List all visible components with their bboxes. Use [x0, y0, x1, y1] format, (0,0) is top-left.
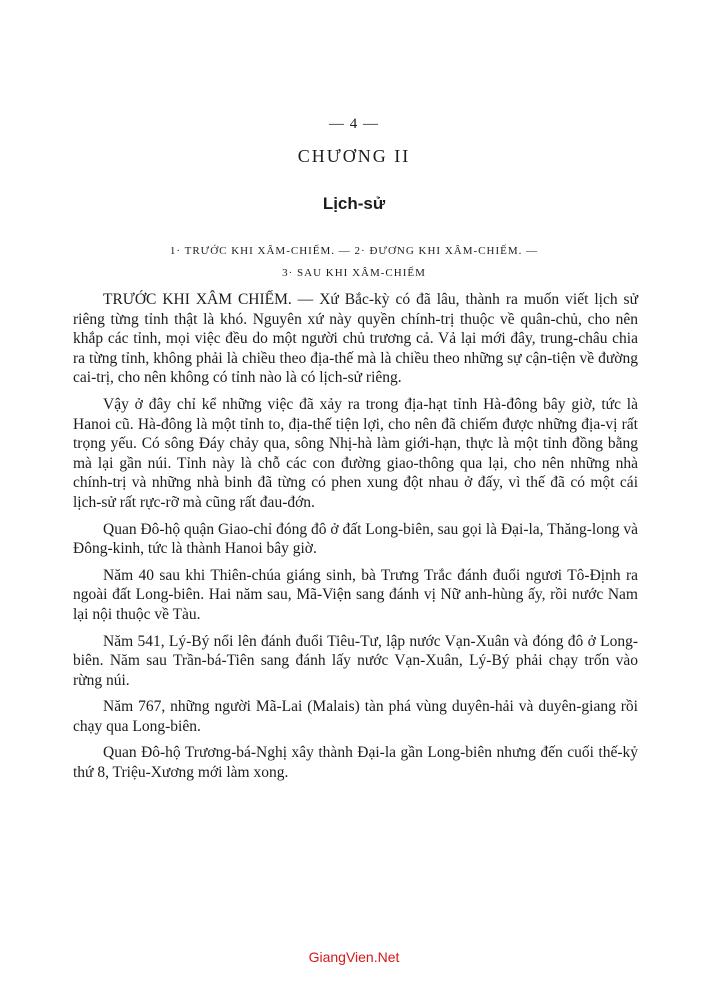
paragraph-3: Quan Đô-hộ quận Giao-chỉ đóng đô ở đất Long-biên, sau gọi là Đại-la, Thăng-long và Đông-kinh, tức là thành Hanoi bây giờ. [73, 520, 638, 558]
paragraph-5: Năm 541, Lý-Bý nổi lên đánh đuổi Tiêu-Tư, lập nước Vạn-Xuân và đóng đô ở Long-biên. Năm sau Trần-bá-Tiên sang đánh lấy nước Vạn-Xuân, Lý-Bý phải chạy trốn vào rừng núi. [73, 632, 638, 689]
paragraph-7: Quan Đô-hộ Trương-bá-Nghị xây thành Đại-la gần Long-biên nhưng đến cuối thế-kỷ thứ 8, Triệu-Xương mới làm xong. [73, 744, 638, 782]
paragraph-4: Năm 40 sau khi Thiên-chúa giáng sinh, bà Trưng Trắc đánh đuổi ngươi Tô-Định ra ngoài đất Long-biên. Hai năm sau, Mã-Viện sang đánh vị Nữ anh-hùng ấy, rồi nước Nam lại nội thuộc về Tàu. [73, 566, 638, 623]
paragraph-6: Năm 767, những người Mã-Lai (Malais) tàn phá vùng duyên-hải và duyên-giang rồi chạy qua Long-biên. [73, 698, 638, 735]
page-number: — 4 — [329, 116, 379, 132]
paragraph-lead: TRƯỚC KHI XÂM CHIẾM. [103, 291, 292, 308]
body-text [73, 290, 638, 790]
paragraph-1 [73, 290, 638, 388]
section-title: Lịch-sử [322, 194, 386, 213]
subtitle-line-2: 3· SAU KHI XÂM-CHIẾM [282, 267, 426, 279]
footer-watermark: GiangVien.Net [308, 949, 400, 965]
chapter-title: CHƯƠNG II [297, 146, 411, 166]
paragraph-2: Vậy ở đây chỉ kể những việc đã xảy ra trong địa-hạt tỉnh Hà-đông bây giờ, tức là Hanoi cũ. Hà-đông là một tỉnh to, địa-thế tiện lợi, cho nên đã chiếm được những địa-vị rất trọng yếu. Có sông Đáy chảy qua, sông Nhị-hà làm giới-hạn, thực là một tỉnh đồng bằng mà lại gần núi. Tỉnh này là chỗ các con đường giao-thông qua lại, cho nên những nhà chính-trị và những nhà binh đã từng có phen xung đột nhau ở đấy, vì thế đã có một cái lịch-sử rất rực-rỡ mà cũng rất đau-đớn. [73, 395, 638, 511]
paragraph-text: — Xứ Bắc-kỳ có đã lâu, thành ra muốn viết lịch sử riêng từng tỉnh thật là khó. Nguyên xứ này quyền chính-trị thuộc về quân-chủ, cho nên khắp các tỉnh, mọi việc đều do một người chủ trương cả. Vả lại mới đây, trung-châu chia ra từng tỉnh, không phải là chiều theo địa-thế mà là chiều theo những sự cận-tiện về đường cai-trị, cho nên không có tỉnh nào là có lịch-sử riêng. [73, 291, 638, 387]
subtitle-line-1: 1· TRƯỚC KHI XÂM-CHIẾM. — 2· ĐƯƠNG KHI XÂM-CHIẾM. — [169, 245, 539, 257]
